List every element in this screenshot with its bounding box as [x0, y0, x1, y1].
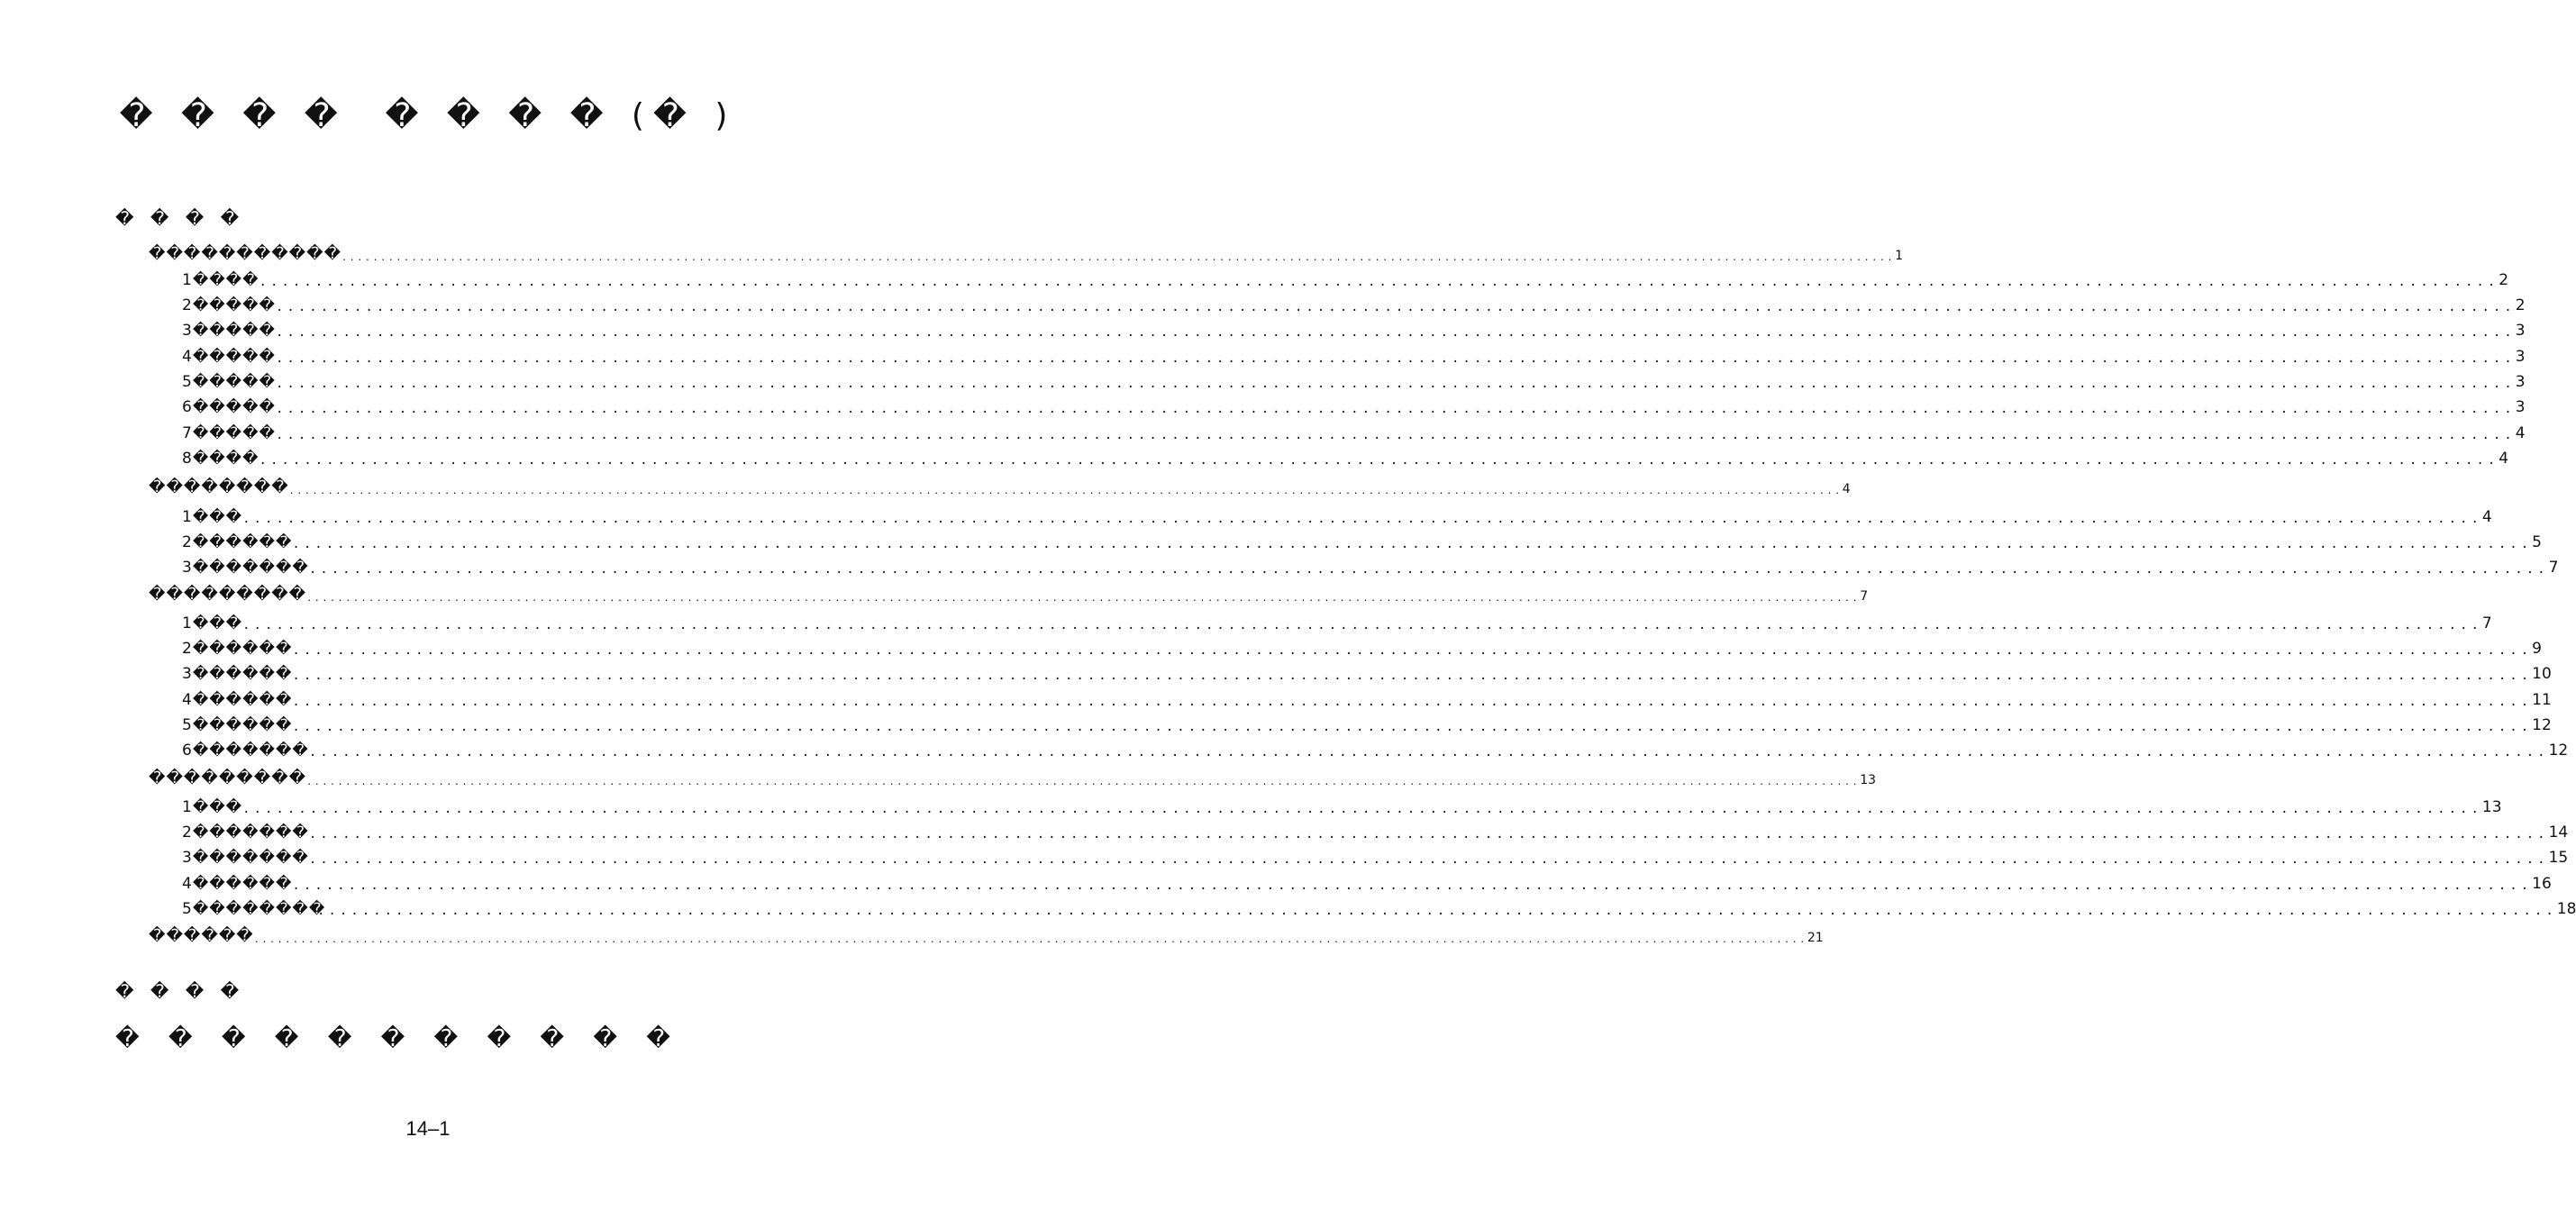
toc-leader-dots: ........................................................................................................................................................................................................	[242, 512, 2482, 526]
document-title: � � � � � � � � (� )	[119, 97, 737, 134]
toc-leader-dots: ........................................................................................................................................................................................................	[292, 878, 2533, 893]
chapter-heading-line: � � � � � � � � � � �	[115, 1025, 681, 1052]
toc-leader-dots: ........................................................................................................................................................................................................	[292, 537, 2533, 551]
toc-page-number: 13	[1860, 773, 1877, 787]
toc-page-number: 7	[2548, 559, 2559, 577]
toc-section-entry[interactable]	[182, 636, 2542, 658]
toc-entry-label: 2�������	[182, 823, 309, 842]
page-number: 14–1	[405, 1117, 451, 1140]
toc-section-entry[interactable]	[182, 293, 2526, 314]
toc-section-entry[interactable]	[182, 421, 2526, 442]
toc-entry-label: 2������	[182, 640, 293, 658]
toc-section-entry[interactable]	[182, 446, 2509, 468]
toc-section-entry[interactable]	[182, 318, 2526, 340]
toc-entry-label: 3�������	[182, 849, 309, 867]
toc-chapter-entry[interactable]	[149, 582, 1869, 604]
toc-entry-label: 5��������	[182, 900, 326, 918]
toc-entry-label: 2�����	[182, 296, 276, 314]
toc-leader-dots: ........................................................................................................................................................................................................	[253, 935, 1807, 945]
toc-page-number: 12	[2548, 741, 2569, 760]
section-heading-second: � � � �	[115, 980, 245, 1002]
toc-section-entry[interactable]	[182, 845, 2569, 867]
toc-leader-dots: ........................................................................................................................................................................................................	[275, 428, 2516, 442]
toc-section-entry[interactable]	[182, 871, 2552, 893]
toc-leader-dots: ........................................................................................................................................................................................................	[306, 778, 1861, 787]
toc-leader-dots: ........................................................................................................................................................................................................	[306, 594, 1861, 604]
toc-leader-dots: ........................................................................................................................................................................................................	[275, 402, 2516, 416]
toc-section-entry[interactable]	[182, 369, 2526, 391]
toc-section-entry[interactable]	[182, 395, 2526, 416]
toc-page-number: 11	[2532, 691, 2552, 709]
toc-section-entry[interactable]	[182, 795, 2502, 816]
toc-section-entry[interactable]	[182, 530, 2542, 551]
toc-page-number: 9	[2532, 640, 2542, 658]
toc-entry-label: 1���	[182, 798, 243, 816]
toc-leader-dots: ........................................................................................................................................................................................................	[308, 562, 2549, 577]
toc-entry-label: ������	[149, 926, 254, 945]
toc-chapter-entry[interactable]	[149, 923, 1824, 945]
toc-leader-dots: ........................................................................................................................................................................................................	[292, 720, 2533, 734]
toc-page-number: 3	[2515, 398, 2526, 416]
toc-page-number: 4	[2515, 424, 2526, 442]
toc-leader-dots: ........................................................................................................................................................................................................	[275, 325, 2516, 340]
toc-section-entry[interactable]	[182, 661, 2552, 683]
toc-page-number: 1	[1895, 249, 1904, 263]
toc-page-number: 5	[2532, 533, 2542, 551]
toc-page-number: 16	[2532, 875, 2552, 893]
toc-section-entry[interactable]	[182, 555, 2559, 577]
toc-leader-dots: ........................................................................................................................................................................................................	[292, 669, 2533, 683]
toc-entry-label: 3�����	[182, 322, 276, 340]
toc-leader-dots: ........................................................................................................................................................................................................	[341, 253, 1896, 263]
toc-entry-label: ��������	[149, 478, 289, 496]
toc-chapter-entry[interactable]	[149, 475, 1851, 496]
toc-leader-dots: ........................................................................................................................................................................................................	[292, 695, 2533, 709]
toc-leader-dots: ........................................................................................................................................................................................................	[292, 643, 2533, 658]
toc-entry-label: 5������	[182, 716, 293, 734]
toc-leader-dots: ........................................................................................................................................................................................................	[317, 904, 2557, 918]
toc-entry-label: 2������	[182, 533, 293, 551]
toc-page-number: 14	[2548, 823, 2569, 842]
toc-entry-label: 6�����	[182, 398, 276, 416]
toc-leader-dots: ........................................................................................................................................................................................................	[308, 745, 2549, 760]
toc-entry-label: 7�����	[182, 424, 276, 442]
toc-page-number: 3	[2515, 373, 2526, 391]
toc-entry-label: 4�����	[182, 348, 276, 366]
toc-entry-label: �����������	[149, 244, 342, 263]
toc-page-number: 3	[2515, 348, 2526, 366]
toc-section-entry[interactable]	[182, 738, 2569, 760]
toc-section-entry[interactable]	[182, 820, 2569, 842]
toc-leader-dots: ........................................................................................................................................................................................................	[308, 827, 2549, 842]
toc-section-entry[interactable]	[182, 687, 2552, 709]
toc-page-number: 4	[2499, 450, 2509, 468]
toc-leader-dots: ........................................................................................................................................................................................................	[275, 377, 2516, 391]
toc-leader-dots: ........................................................................................................................................................................................................	[242, 618, 2482, 632]
toc-chapter-entry[interactable]	[149, 766, 1877, 787]
toc-section-entry[interactable]	[182, 268, 2509, 289]
toc-leader-dots: ........................................................................................................................................................................................................	[259, 275, 2499, 289]
toc-page-number: 3	[2515, 322, 2526, 340]
toc-entry-label: 1���	[182, 614, 243, 632]
toc-page-number: 7	[1860, 589, 1869, 604]
toc-entry-label: 3�������	[182, 559, 309, 577]
toc-leader-dots: ........................................................................................................................................................................................................	[275, 351, 2516, 366]
toc-page-number: 2	[2515, 296, 2526, 314]
toc-section-entry[interactable]	[182, 505, 2492, 526]
toc-entry-label: ���������	[149, 585, 307, 604]
toc-entry-label: 6�������	[182, 741, 309, 760]
section-heading-contents: � � � �	[115, 207, 245, 229]
toc-page-number: 18	[2556, 900, 2576, 918]
toc-entry-label: 4������	[182, 691, 293, 709]
toc-leader-dots: ........................................................................................................................................................................................................	[308, 852, 2549, 867]
toc-leader-dots: ........................................................................................................................................................................................................	[275, 300, 2516, 314]
toc-page-number: 7	[2481, 614, 2492, 632]
toc-section-entry[interactable]	[182, 713, 2552, 734]
toc-page-number: 4	[2481, 508, 2492, 526]
toc-page-number: 2	[2499, 271, 2509, 289]
toc-page-number: 12	[2532, 716, 2552, 734]
toc-chapter-entry[interactable]	[149, 241, 1904, 263]
toc-entry-label: 1���	[182, 508, 243, 526]
toc-entry-label: 8����	[182, 450, 259, 468]
toc-page-number: 21	[1807, 931, 1824, 945]
toc-entry-label: ���������	[149, 769, 307, 787]
toc-page-number: 4	[1842, 482, 1851, 496]
toc-entry-label: 1����	[182, 271, 259, 289]
toc-leader-dots: ........................................................................................................................................................................................................	[259, 453, 2499, 468]
toc-section-entry[interactable]	[182, 611, 2492, 632]
toc-page-number: 15	[2548, 849, 2569, 867]
toc-entry-label: 4������	[182, 875, 293, 893]
toc-page-number: 13	[2481, 798, 2502, 816]
toc-section-entry[interactable]	[182, 344, 2526, 366]
toc-entry-label: 5�����	[182, 373, 276, 391]
toc-page-number: 10	[2532, 665, 2552, 683]
toc-entry-label: 3������	[182, 665, 293, 683]
toc-leader-dots: ........................................................................................................................................................................................................	[242, 802, 2482, 816]
toc-section-entry[interactable]	[182, 896, 2576, 918]
toc-leader-dots: ........................................................................................................................................................................................................	[288, 487, 1843, 496]
